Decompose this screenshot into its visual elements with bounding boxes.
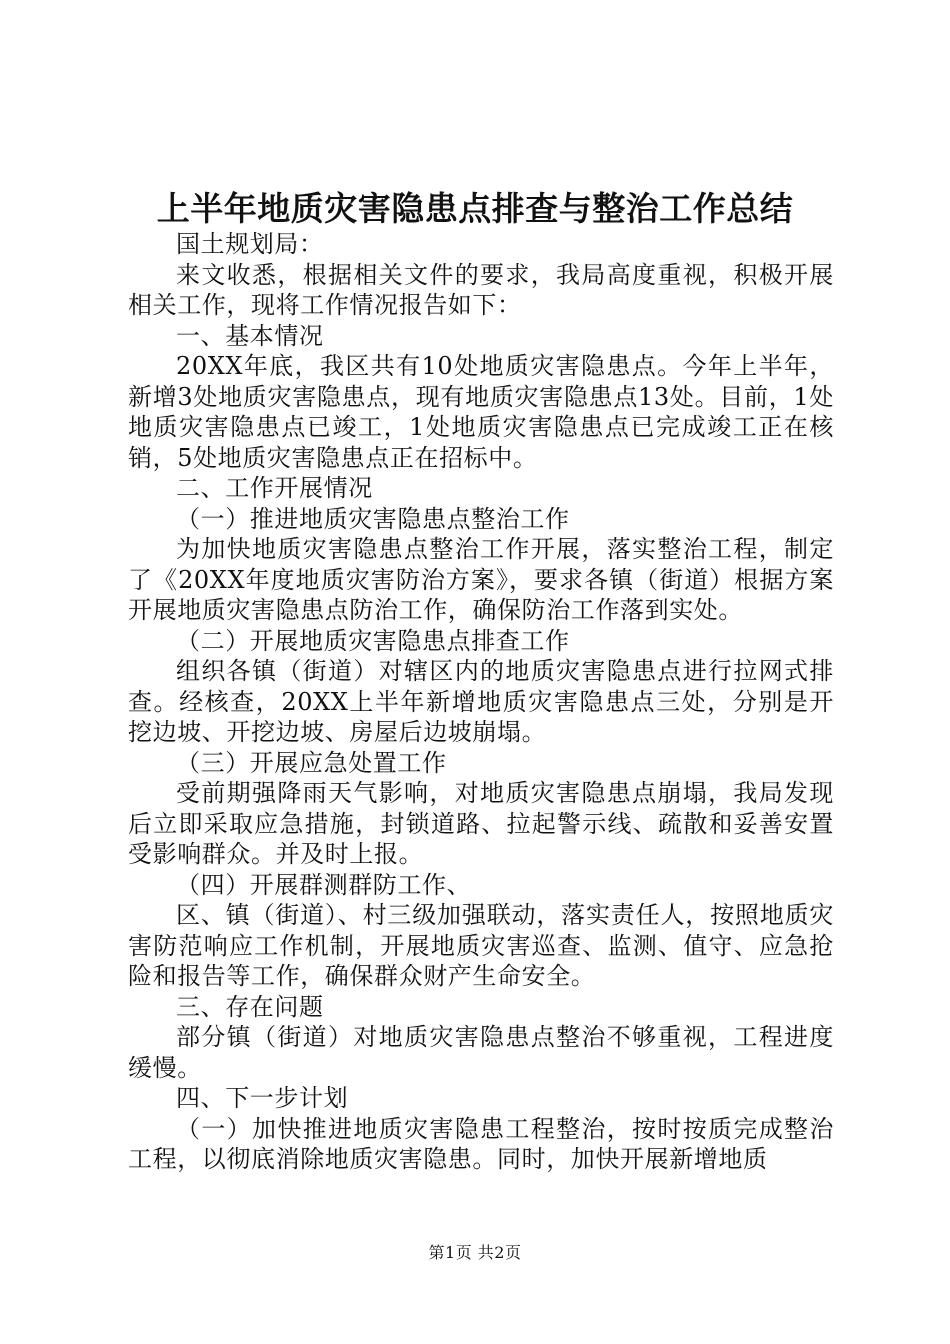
problems-paragraph: 部分镇（街道）对地质灾害隐患点整治不够重视，工程进度缓慢。 bbox=[128, 1023, 834, 1082]
section-heading-basic: 一、基本情况 bbox=[176, 321, 324, 350]
subsection-1-paragraph: 为加快地质灾害隐患点整治工作开展，落实整治工程，制定了《20XX年度地质灾害防治方案》，要求各镇（街道）根据方案开展地质灾害隐患点防治工作，确保防治工作落到实处。 bbox=[128, 535, 834, 624]
subheading-4: （四）开展群测群防工作、 bbox=[176, 870, 472, 899]
section-heading-problems: 三、存在问题 bbox=[176, 992, 324, 1021]
document-body bbox=[128, 229, 834, 1175]
page-footer: 第1页 共2页 bbox=[428, 1243, 522, 1262]
subheading-2: （二）开展地质灾害隐患点排查工作 bbox=[176, 626, 570, 655]
section-heading-work: 二、工作开展情况 bbox=[176, 474, 373, 502]
intro-paragraph: 来文收悉，根据相关文件的要求，我局高度重视，积极开展相关工作，现将工作情况报告如下： bbox=[128, 260, 834, 319]
subsection-3-paragraph: 受前期强降雨天气影响，对地质灾害隐患点崩塌，我局发现后立即采取应急措施，封锁道路、拉起警示线、疏散和妥善安置受影响群众。并及时上报。 bbox=[128, 779, 834, 868]
document-title: 上半年地质灾害隐患点排查与整治工作总结 bbox=[156, 189, 794, 228]
salutation: 国土规划局： bbox=[176, 230, 324, 258]
section-heading-plan: 四、下一步计划 bbox=[176, 1084, 349, 1112]
basic-situation-paragraph: 20XX年底，我区共有10处地质灾害隐患点。今年上半年，新增3处地质灾害隐患点，现有地质灾害隐患点13处。目前，1处地质灾害隐患点已竣工，1处地质灾害隐患点已完成竣工正在核销，5处地质灾害隐患点正在招标中。 bbox=[128, 352, 834, 472]
subheading-3: （三）开展应急处置工作 bbox=[176, 748, 447, 777]
plan-paragraph: （一）加快推进地质灾害隐患工程整治，按时按质完成整治工程，以彻底消除地质灾害隐患。同时，加快开展新增地质 bbox=[128, 1114, 834, 1173]
subsection-4-paragraph: 区、镇（街道）、村三级加强联动，落实责任人，按照地质灾害防范响应工作机制，开展地质灾害巡查、监测、值守、应急抢险和报告等工作，确保群众财产生命安全。 bbox=[128, 901, 834, 990]
subheading-1: （一）推进地质灾害隐患点整治工作 bbox=[176, 504, 570, 533]
subsection-2-paragraph: 组织各镇（街道）对辖区内的地质灾害隐患点进行拉网式排查。经核查，20XX上半年新增地质灾害隐患点三处，分别是开挖边坡、开挖边坡、房屋后边坡崩塌。 bbox=[128, 657, 834, 746]
